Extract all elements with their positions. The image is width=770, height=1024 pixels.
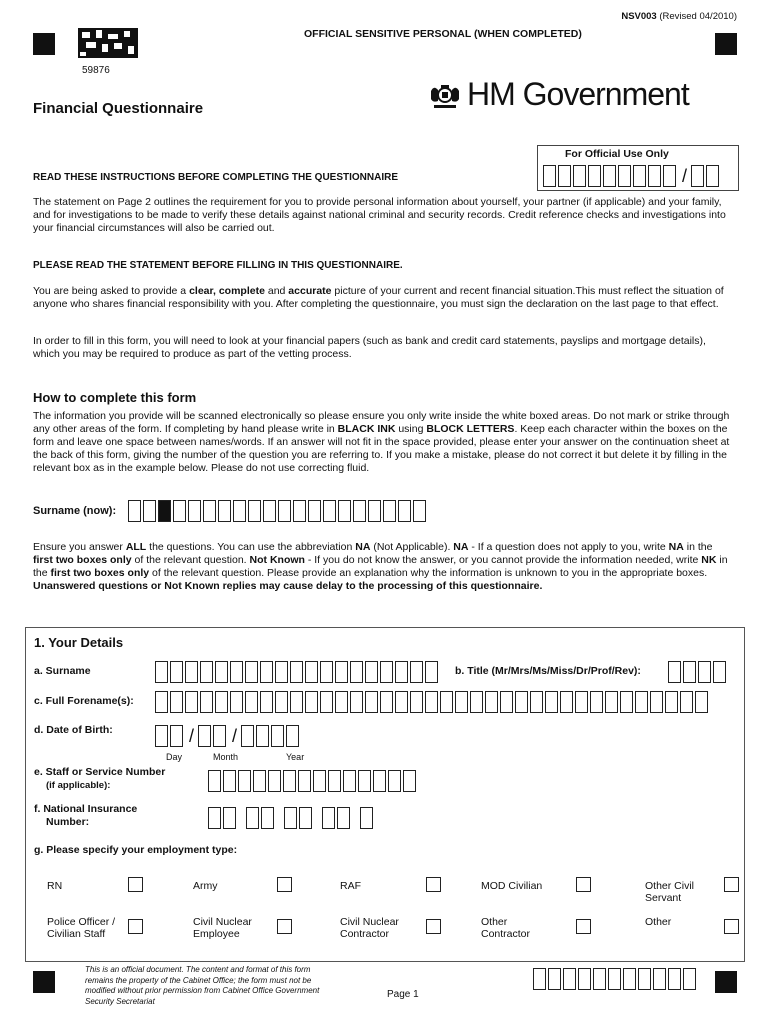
statement-heading: PLEASE READ THE STATEMENT BEFORE FILLING IN THIS QUESTIONNAIRE. <box>33 260 403 271</box>
example-box <box>308 500 321 522</box>
forename-char-box[interactable] <box>215 691 228 713</box>
employment-option-label <box>340 916 399 940</box>
forename-char-box[interactable] <box>485 691 498 713</box>
text-bold: BLACK INK <box>337 423 396 435</box>
text: the questions. You can use the abbreviation <box>146 541 356 553</box>
surname-char-box[interactable] <box>185 661 198 683</box>
employment-option-label <box>193 880 218 892</box>
employment-option-line: Civil Nuclear <box>193 916 252 928</box>
forename-char-box[interactable] <box>440 691 453 713</box>
surname-char-box[interactable] <box>200 661 213 683</box>
staff-number-box[interactable] <box>313 770 326 792</box>
text-bold: ALL <box>125 541 147 553</box>
ni-char-box[interactable] <box>337 807 350 829</box>
text: The information you provide will be scanned electronically so please ensure you only write inside the white boxed areas. Do not mark or strike through any other areas of the form. If completing by hand please write in <box>33 410 730 435</box>
dob-day-box[interactable] <box>170 725 183 747</box>
forename-char-box[interactable] <box>620 691 633 713</box>
employment-option-line: Employee <box>193 928 240 940</box>
employment-option-line: Civil Nuclear <box>340 916 399 928</box>
staff-number-box[interactable] <box>223 770 236 792</box>
staff-number-box[interactable] <box>268 770 281 792</box>
slash-separator: / <box>189 725 195 746</box>
reference-box[interactable] <box>578 968 591 990</box>
dob-year-box[interactable] <box>241 725 254 747</box>
title-char-box[interactable] <box>683 661 696 683</box>
forename-char-box[interactable] <box>635 691 648 713</box>
staff-number-box[interactable] <box>298 770 311 792</box>
text-bold: accurate <box>288 285 332 297</box>
revision-date: (Revised 04/2010) <box>659 11 737 22</box>
forename-char-box[interactable] <box>320 691 333 713</box>
text-bold: NA <box>453 541 469 553</box>
surname-char-box[interactable] <box>335 661 348 683</box>
form-code: NSV003 <box>621 11 657 22</box>
official-use-boxes <box>543 165 721 187</box>
official-use-box[interactable] <box>573 165 586 187</box>
staff-number-box[interactable] <box>373 770 386 792</box>
example-box <box>218 500 231 522</box>
dob-month-box[interactable] <box>198 725 211 747</box>
title-char-box[interactable] <box>713 661 726 683</box>
staff-number-note: (if applicable): <box>46 780 111 791</box>
reference-box[interactable] <box>608 968 621 990</box>
forename-char-box[interactable] <box>425 691 438 713</box>
example-surname-row <box>33 500 428 522</box>
example-box <box>128 500 141 522</box>
text: and <box>264 285 289 297</box>
dob-label: d. Date of Birth: <box>34 724 113 736</box>
surname-boxes <box>155 661 440 683</box>
official-use-box[interactable] <box>558 165 571 187</box>
employment-checkbox-other-civil-servant[interactable] <box>724 877 739 892</box>
text-bold: NA <box>355 541 371 553</box>
reference-box[interactable] <box>533 968 546 990</box>
forename-char-box[interactable] <box>350 691 363 713</box>
example-box <box>188 500 201 522</box>
official-use-box[interactable] <box>633 165 646 187</box>
forename-char-box[interactable] <box>245 691 258 713</box>
employment-checkbox-civil-nuclear-employee[interactable] <box>277 919 292 934</box>
example-box <box>263 500 276 522</box>
surname-char-box[interactable] <box>290 661 303 683</box>
employment-option-line: Contractor <box>481 928 531 940</box>
forename-char-box[interactable] <box>260 691 273 713</box>
forename-char-box[interactable] <box>530 691 543 713</box>
employment-checkbox-other[interactable] <box>724 919 739 934</box>
example-box-deleted <box>158 500 171 522</box>
example-box <box>398 500 411 522</box>
footer-notice: This is an official document. The content and format of this form remains the property of the Cabinet Office; the form must not be modified without prior permission from Cabinet Office Government Security Secretariat <box>85 965 320 1006</box>
employment-option-label <box>340 880 361 892</box>
registration-mark-top-right <box>715 33 737 55</box>
ni-char-box[interactable] <box>299 807 312 829</box>
staff-number-box[interactable] <box>403 770 416 792</box>
example-box <box>278 500 291 522</box>
employment-checkbox-mod-civilian[interactable] <box>576 877 591 892</box>
forename-char-box[interactable] <box>335 691 348 713</box>
ni-char-box[interactable] <box>261 807 274 829</box>
surname-char-box[interactable] <box>230 661 243 683</box>
text: . Keep each character within the boxes on the form and leave one space between names/words. If an answer will not fit in the space provided, please enter your answer on the continuation sheet at the back of this form, giving the number of the question you are referring to. If you make a mistake, please do not correct it but delete it by filling in the relevant box as in the example below. Please do not use correcting fluid. <box>33 423 730 474</box>
text-bold: NA <box>668 541 684 553</box>
surname-char-box[interactable] <box>275 661 288 683</box>
forename-char-box[interactable] <box>605 691 618 713</box>
forename-char-box[interactable] <box>380 691 393 713</box>
employment-option-line: RN <box>47 880 63 892</box>
example-box <box>353 500 366 522</box>
text-bold: Unanswered questions or Not Known replies may cause delay to the processing of this questionnaire. <box>33 580 543 592</box>
official-use-box[interactable] <box>603 165 616 187</box>
slash-separator: / <box>232 725 238 746</box>
ni-char-box[interactable] <box>284 807 297 829</box>
forename-char-box[interactable] <box>230 691 243 713</box>
footer-reference-boxes <box>533 968 698 990</box>
ni-char-box[interactable] <box>246 807 259 829</box>
employment-checkbox-civil-nuclear-contractor[interactable] <box>426 919 441 934</box>
dob-month-box[interactable] <box>213 725 226 747</box>
registration-mark-bottom-right <box>715 971 737 993</box>
forename-char-box[interactable] <box>650 691 663 713</box>
instructions-heading: READ THESE INSTRUCTIONS BEFORE COMPLETING THE QUESTIONNAIRE <box>33 172 399 183</box>
example-box <box>413 500 426 522</box>
example-surname-label: Surname (now): <box>33 505 117 517</box>
reference-box[interactable] <box>563 968 576 990</box>
text: Ensure you answer <box>33 541 126 553</box>
forenames-boxes <box>155 691 710 713</box>
example-box <box>368 500 381 522</box>
text-bold: first two boxes only <box>50 567 150 579</box>
employment-option-line: RAF <box>340 880 361 892</box>
forename-char-box[interactable] <box>410 691 423 713</box>
staff-number-box[interactable] <box>238 770 251 792</box>
ni-char-box[interactable] <box>322 807 335 829</box>
employment-option-line: Other <box>481 916 508 928</box>
text: - If a question does not apply to you, write <box>468 541 669 553</box>
forename-char-box[interactable] <box>470 691 483 713</box>
dob-day-box[interactable] <box>155 725 168 747</box>
employment-checkbox-army[interactable] <box>277 877 292 892</box>
title-label: b. Title (Mr/Mrs/Ms/Miss/Dr/Prof/Rev): <box>455 665 641 677</box>
forename-char-box[interactable] <box>665 691 678 713</box>
surname-char-box[interactable] <box>425 661 438 683</box>
employment-option-line: Army <box>193 880 218 892</box>
text: in the <box>33 554 728 579</box>
staff-number-box[interactable] <box>283 770 296 792</box>
staff-number-label: e. Staff or Service Number <box>34 766 166 778</box>
surname-char-box[interactable] <box>350 661 363 683</box>
employment-option-label <box>193 916 252 940</box>
staff-number-box[interactable] <box>208 770 221 792</box>
ni-label-line2: Number: <box>46 816 90 828</box>
official-use-box[interactable] <box>618 165 631 187</box>
reference-box[interactable] <box>593 968 606 990</box>
situation-paragraph <box>33 285 733 311</box>
official-use-box[interactable] <box>648 165 661 187</box>
dob-year-box[interactable] <box>271 725 284 747</box>
section-heading: 1. Your Details <box>34 635 124 650</box>
dob-year-caption: Year <box>286 752 305 762</box>
official-use-box[interactable] <box>691 165 704 187</box>
ni-char-box[interactable] <box>208 807 221 829</box>
employment-option-line: Civilian Staff <box>47 928 106 940</box>
employment-option-line: Other Civil <box>645 880 695 892</box>
text-bold: first two boxes only <box>33 554 132 566</box>
intro-paragraph: The statement on Page 2 outlines the requirement for you to provide personal information about yourself, your partner (if applicable) and your family, and for investigations to be made to verify these details against national criminal and security records. Credit reference checks and investigations into your financial circumstances will also be carried out. <box>33 196 726 234</box>
forename-char-box[interactable] <box>185 691 198 713</box>
dob-year-box[interactable] <box>256 725 269 747</box>
title-boxes <box>668 661 728 683</box>
forename-char-box[interactable] <box>200 691 213 713</box>
forename-char-box[interactable] <box>305 691 318 713</box>
text: - If you do not know the answer, or you cannot provide the information needed, write <box>304 554 702 566</box>
form-code-line <box>621 11 737 22</box>
employment-option-label <box>481 916 530 940</box>
surname-char-box[interactable] <box>215 661 228 683</box>
forename-char-box[interactable] <box>365 691 378 713</box>
forename-char-box[interactable] <box>275 691 288 713</box>
classification-marking: OFFICIAL SENSITIVE PERSONAL (WHEN COMPLETED) <box>304 28 582 40</box>
surname-label: a. Surname <box>34 665 91 677</box>
surname-char-box[interactable] <box>380 661 393 683</box>
surname-char-box[interactable] <box>155 661 168 683</box>
royal-coat-of-arms-icon <box>428 81 462 111</box>
text: of the relevant question. Please provide an explanation why the information is unknown to you in the appropriate boxes. <box>149 567 708 579</box>
dob-month-caption: Month <box>213 752 239 762</box>
example-box <box>203 500 216 522</box>
surname-char-box[interactable] <box>365 661 378 683</box>
forename-char-box[interactable] <box>545 691 558 713</box>
reference-box[interactable] <box>623 968 636 990</box>
title-char-box[interactable] <box>668 661 681 683</box>
ni-char-box[interactable] <box>223 807 236 829</box>
official-use-label: For Official Use Only <box>565 148 669 160</box>
forename-char-box[interactable] <box>590 691 603 713</box>
dob-boxes <box>155 725 301 747</box>
surname-char-box[interactable] <box>320 661 333 683</box>
employment-option-label <box>645 916 671 928</box>
employment-checkbox-raf[interactable] <box>426 877 441 892</box>
surname-char-box[interactable] <box>245 661 258 683</box>
form-barcode <box>78 28 138 58</box>
forename-char-box[interactable] <box>560 691 573 713</box>
forenames-label: c. Full Forename(s): <box>34 695 134 707</box>
surname-char-box[interactable] <box>410 661 423 683</box>
example-box <box>293 500 306 522</box>
example-box <box>173 500 186 522</box>
text: You are being asked to provide a <box>33 285 190 297</box>
surname-char-box[interactable] <box>395 661 408 683</box>
employment-checkbox-police[interactable] <box>128 919 143 934</box>
surname-char-box[interactable] <box>305 661 318 683</box>
forename-char-box[interactable] <box>290 691 303 713</box>
example-box <box>233 500 246 522</box>
employment-option-line: Police Officer / <box>47 916 116 928</box>
text: using <box>395 423 427 435</box>
employment-option-line: Servant <box>645 892 682 904</box>
staff-number-box[interactable] <box>388 770 401 792</box>
employment-type-heading: g. Please specify your employment type: <box>34 844 238 856</box>
text-bold: NK <box>701 554 717 566</box>
reference-box[interactable] <box>638 968 651 990</box>
forename-char-box[interactable] <box>575 691 588 713</box>
official-use-box[interactable] <box>706 165 719 187</box>
example-box <box>383 500 396 522</box>
dob-day-caption: Day <box>166 752 183 762</box>
reference-box[interactable] <box>683 968 696 990</box>
example-box <box>248 500 261 522</box>
page-title: Financial Questionnaire <box>33 100 204 117</box>
page-number: Page 1 <box>387 989 419 1000</box>
forename-char-box[interactable] <box>515 691 528 713</box>
example-box <box>338 500 351 522</box>
ni-char-box[interactable] <box>360 807 373 829</box>
ni-boxes <box>208 807 375 829</box>
forename-char-box[interactable] <box>500 691 513 713</box>
barcode-number: 59876 <box>82 65 110 76</box>
surname-char-box[interactable] <box>260 661 273 683</box>
surname-char-box[interactable] <box>170 661 183 683</box>
registration-mark-bottom-left <box>33 971 55 993</box>
ni-label-line1: f. National Insurance <box>34 803 138 815</box>
title-char-box[interactable] <box>698 661 711 683</box>
slash-separator: / <box>682 165 688 186</box>
text-bold: Not Known <box>249 554 305 566</box>
employment-option-label <box>645 880 694 904</box>
text-bold: clear, complete <box>189 285 265 297</box>
staff-number-box[interactable] <box>253 770 266 792</box>
forename-char-box[interactable] <box>680 691 693 713</box>
forename-char-box[interactable] <box>455 691 468 713</box>
official-use-box[interactable] <box>588 165 601 187</box>
employment-checkbox-other-contractor[interactable] <box>576 919 591 934</box>
employment-option-label <box>47 880 62 892</box>
forename-char-box[interactable] <box>695 691 708 713</box>
text: of the relevant question. <box>131 554 250 566</box>
forename-char-box[interactable] <box>155 691 168 713</box>
employment-option-label <box>47 916 115 940</box>
employment-checkbox-rn[interactable] <box>128 877 143 892</box>
employment-option-line: Contractor <box>340 928 390 940</box>
reference-box[interactable] <box>653 968 666 990</box>
employment-option-line: Other <box>645 916 672 928</box>
registration-mark-top-left <box>33 33 55 55</box>
staff-number-box[interactable] <box>343 770 356 792</box>
staff-number-box[interactable] <box>358 770 371 792</box>
forename-char-box[interactable] <box>170 691 183 713</box>
na-nk-paragraph <box>33 541 733 593</box>
how-to-complete-paragraph <box>33 410 733 475</box>
how-to-complete-heading: How to complete this form <box>33 390 197 405</box>
official-use-box[interactable] <box>543 165 556 187</box>
forename-char-box[interactable] <box>395 691 408 713</box>
employment-option-line: MOD Civilian <box>481 880 543 892</box>
text: picture of your current and recent financial situation.This must reflect the situation of anyone who shares financial responsibility with you. After completing the questionnaire, you must sign the declaration on the last page to that effect. <box>33 285 724 310</box>
staff-number-boxes <box>208 770 418 792</box>
reference-box[interactable] <box>668 968 681 990</box>
financial-papers-paragraph: In order to fill in this form, you will need to look at your financial papers (such as bank and credit card statements, payslips and mortgage details), which you may be required to produce as part of the vetting process. <box>33 335 706 360</box>
text: in the <box>683 541 713 553</box>
text-bold: BLOCK LETTERS <box>426 423 515 435</box>
hm-government-wordmark: HM Government <box>467 76 689 112</box>
example-box <box>143 500 156 522</box>
dob-year-box[interactable] <box>286 725 299 747</box>
example-box <box>323 500 336 522</box>
staff-number-box[interactable] <box>328 770 341 792</box>
text: (Not Applicable). <box>370 541 454 553</box>
official-use-box[interactable] <box>663 165 676 187</box>
employment-option-label <box>481 880 542 892</box>
reference-box[interactable] <box>548 968 561 990</box>
